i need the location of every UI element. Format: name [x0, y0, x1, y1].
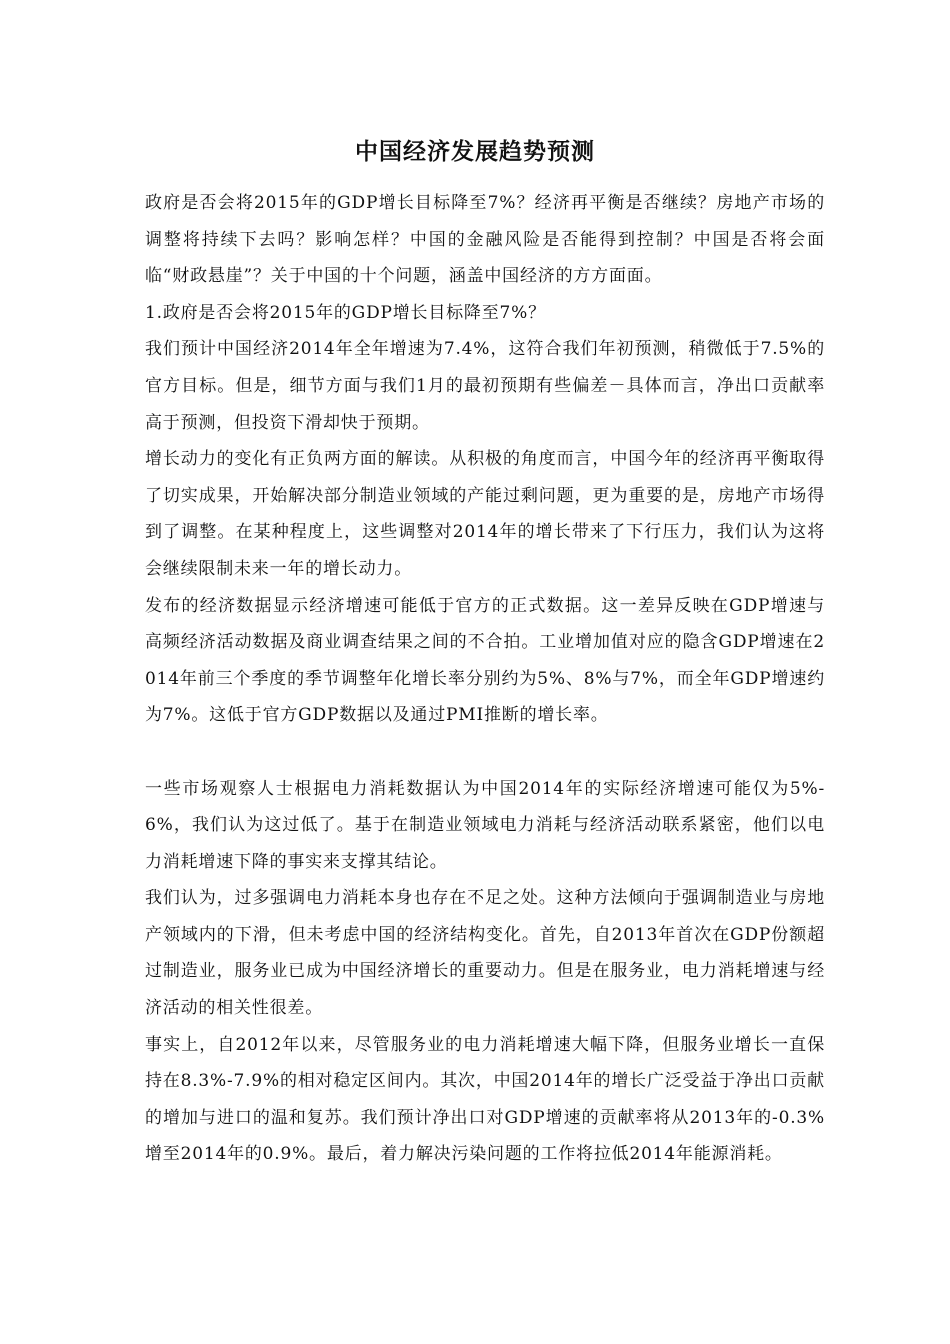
paragraph-power-consumption-critique: 我们认为，过多强调电力消耗本身也存在不足之处。这种方法倾向于强调制造业与房地产领域内的下滑，但未考虑中国的经济结构变化。首先，自2013年首次在GDP份额超过制造业，服务业已成为中国经济增长的重要动力。但是在服务业，电力消耗增速与经济活动的相关性很差。	[145, 888, 825, 1019]
paragraph-spacer	[145, 734, 825, 771]
paragraph-data-discrepancy: 发布的经济数据显示经济增速可能低于官方的正式数据。这一差异反映在GDP增速与高频经济活动数据及商业调查结果之间的不合拍。工业增加值对应的隐含GDP增速在2014年前三个季度的季节调整年化增长率分别约为5%、8%与7%，而全年GDP增速约为7%。这低于官方GDP数据以及通过PMI推断的增长率。	[145, 595, 825, 726]
paragraph-services-growth: 事实上，自2012年以来，尽管服务业的电力消耗增速大幅下降，但服务业增长一直保持在8.3%-7.9%的相对稳定区间内。其次，中国2014年的增长广泛受益于净出口贡献的增加与进口的温和复苏。我们预计净出口对GDP增速的贡献率将从2013年的-0.3%增至2014年的0.9%。最后，着力解决污染问题的工作将拉低2014年能源消耗。	[145, 1034, 825, 1165]
document-title: 中国经济发展趋势预测	[355, 138, 595, 165]
paragraph-growth-forecast: 我们预计中国经济2014年全年增速为7.4%，这符合我们年初预测，稍微低于7.5%的官方目标。但是，细节方面与我们1月的最初预期有些偏差－具体而言，净出口贡献率高于预测，但投资下滑却快于预期。	[145, 339, 825, 433]
paragraph-growth-drivers: 增长动力的变化有正负两方面的解读。从积极的角度而言，中国今年的经济再平衡取得了切实成果，开始解决部分制造业领域的产能过剩问题，更为重要的是，房地产市场得到了调整。在某种程度上，这些调整对2014年的增长带来了下行压力，我们认为这将会继续限制未来一年的增长动力。	[145, 449, 825, 579]
paragraph-intro: 政府是否会将2015年的GDP增长目标降至7%？经济再平衡是否继续？房地产市场的调整将持续下去吗？影响怎样？中国的金融风险是否能得到控制？中国是否将会面临“财政悬崖”？关于中国的十个问题，涵盖中国经济的方方面面。	[145, 193, 825, 287]
document-body	[145, 185, 825, 1173]
section-heading-1: 1.政府是否会将2015年的GDP增长目标降至7%？	[145, 302, 546, 323]
paragraph-power-consumption-view: 一些市场观察人士根据电力消耗数据认为中国2014年的实际经济增速可能仅为5%-6%，我们认为这过低了。基于在制造业领域电力消耗与经济活动联系紧密，他们以电力消耗增速下降的事实来支撑其结论。	[145, 778, 825, 872]
